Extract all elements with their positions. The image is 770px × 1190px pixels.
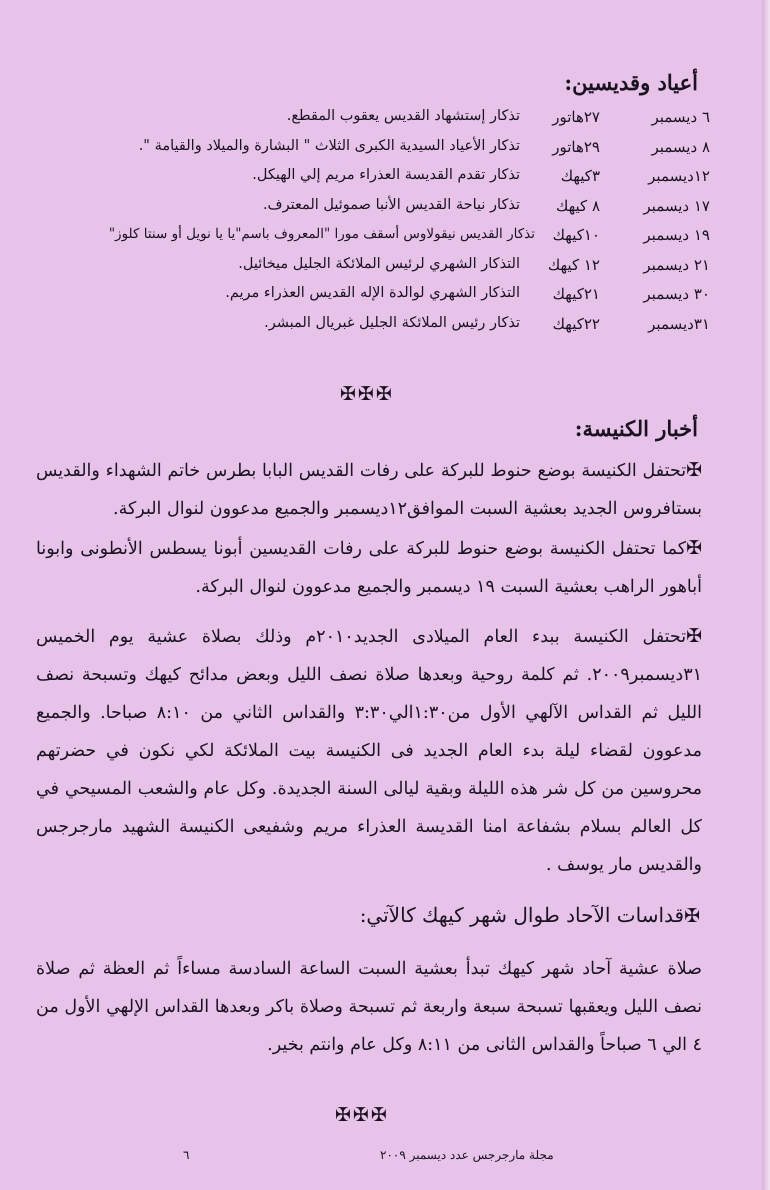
cross-divider-icon: ✠✠✠	[340, 383, 394, 405]
feast-description: تذكار القديس نيقولاوس أسقف مورا "المعروف باسم"يا يا نويل أو سنتا كلوز"	[108, 226, 535, 242]
news-paragraph-text: تحتفل الكنيسة ببدء العام الميلادى الجديد٢٠١٠م وذلك بصلاة عشية يوم الخميس ٣١ديسمبر٢٠٠٩. ثم كلمة روحية وبعدها صلاة نصف الليل وبعض مدائح كيهك وتسبحة نصف الليل ثم القداس الآلهي الأول من١:٣٠الي٣:٣٠ والقداس الثاني من ٨:١٠ صباحا. والجميع مدعوون لقضاء ليلة بدء العام الجديد فى الكنيسة بيت الملائكة لكي نكون في حضرتهم محروسين من كل شر هذه الليلة وبقية ليالى السنة الجديدة. وكل عام والشعب المسيحي في كل العالم بسلام بشفاعة امنا القديسة العذراء مريم وشفيعى الكنيسة الشهيد مارجرجس والقديس مار يوسف .	[36, 627, 703, 875]
coptic-cross-icon: ✠	[686, 625, 702, 647]
coptic-cross-icon: ✠	[686, 459, 702, 481]
feast-date: ٦ ديسمبر	[651, 108, 710, 126]
feast-description: تذكار الأعياد السيدية الكبرى الثلاث " البشارة والميلاد والقيامة ".	[138, 137, 520, 154]
feast-row	[40, 285, 710, 315]
footer-page-number: ٦	[183, 1148, 190, 1162]
news-paragraph	[36, 617, 702, 884]
feast-date: ١٢ديسمبر	[648, 167, 710, 185]
feast-date: ١٧ ديسمبر	[643, 196, 710, 215]
feast-description: تذكار تقدم القديسة العذراء مريم إلي الهيكل.	[252, 167, 520, 183]
news-paragraph-text: تحتفل الكنيسة بوضع حنوط للبركة على رفات القديس البابا بطرس خاتم الشهداء والقديس بستافروس الجديد بعشية السبت الموافق١٢ديسمبر والجميع مدعوون لنوال البركة.	[36, 461, 702, 519]
feast-row	[40, 315, 710, 345]
feast-coptic-date: ٣كيهك	[560, 167, 600, 185]
news-paragraph-text: كما تحتفل الكنيسة بوضع حنوط للبركة على رفات القديسين أبونا يسطس الأنطونى وابونا أباهور الراهب بعشية السبت ١٩ ديسمبر والجميع مدعوون لنوال البركة.	[36, 539, 702, 597]
feast-coptic-date: ٢٢كيهك	[552, 314, 600, 333]
feast-coptic-date: ١٠كيهك	[552, 226, 600, 244]
feast-coptic-date: ٢٩هاتور	[552, 137, 600, 156]
feast-coptic-date: ١٢ كيهك	[547, 255, 600, 274]
feast-row	[40, 256, 710, 286]
news-paragraph	[36, 529, 702, 606]
feasts-heading: أعياد وقديسين:	[564, 70, 698, 95]
feast-description: التذكار الشهري لوالدة الإله القديس العذراء مريم.	[225, 285, 520, 301]
feast-row	[40, 108, 710, 138]
masses-paragraph: صلاة عشية آحاد شهر كيهك تبدأ بعشية السبت الساعة السادسة مساءاً ثم العظة ثم صلاة نصف الليل ويعقبها تسبحة سبعة واربعة ثم تسبحة وصلاة باكر وبعدها القداس الإلهي الأول من ٤ الي ٦ صباحاً والقداس الثانى من ٨:١١ وكل عام وانتم بخير.	[36, 959, 702, 1055]
feast-description: تذكار رئيس الملائكة الجليل غبريال المبشر.	[264, 314, 520, 331]
cross-divider-icon: ✠✠✠	[335, 1104, 389, 1126]
feast-row	[40, 197, 710, 227]
coptic-cross-icon: ✠	[684, 905, 700, 927]
masses-heading-text: قداسات الآحاد طوال شهر كيهك كالآتي:	[359, 903, 685, 927]
news-paragraph	[36, 451, 702, 528]
feast-coptic-date: ٨ كيهك	[555, 196, 600, 215]
feast-row	[40, 167, 710, 197]
masses-heading	[360, 903, 700, 927]
feast-description: تذكار إستشهاد القديس يعقوب المقطع.	[286, 108, 520, 124]
feast-row	[40, 226, 710, 256]
feast-date: ٨ ديسمبر	[651, 137, 710, 156]
page-fold-shadow	[762, 0, 770, 1190]
feast-date: ٢١ ديسمبر	[643, 255, 710, 274]
feast-date: ٣٠ ديسمبر	[643, 285, 710, 303]
feast-description: تذكار نياحة القديس الأنبا صموئيل المعترف.	[262, 196, 520, 213]
feasts-table	[40, 108, 710, 344]
feast-date: ٣١ديسمبر	[648, 314, 710, 333]
feast-row	[40, 138, 710, 168]
footer-magazine-title: مجلة مارجرجس عدد ديسمبر ٢٠٠٩	[380, 1148, 554, 1162]
feast-coptic-date: ٢٧هاتور	[552, 108, 600, 126]
news-heading: أخبار الكنيسة:	[574, 416, 698, 441]
feast-date: ١٩ ديسمبر	[643, 226, 710, 244]
coptic-cross-icon: ✠	[686, 537, 702, 559]
feast-coptic-date: ٢١كيهك	[552, 285, 600, 303]
feast-description: التذكار الشهري لرئيس الملائكة الجليل ميخائيل.	[238, 255, 520, 272]
